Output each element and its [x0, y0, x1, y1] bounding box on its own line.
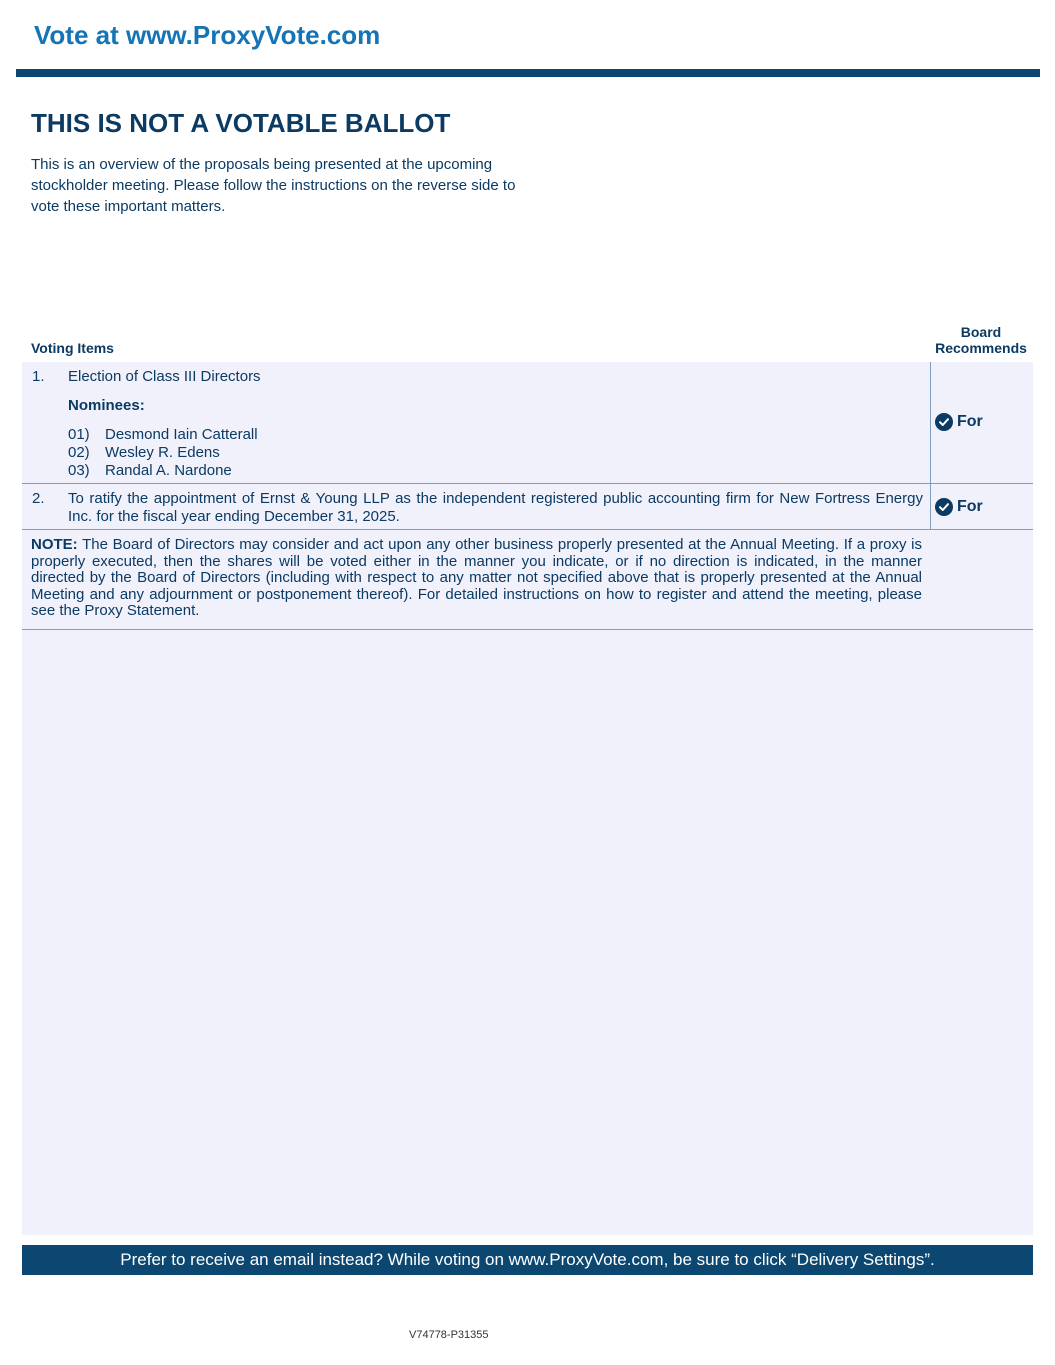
note-text: [31, 537, 922, 620]
nominee: [68, 462, 923, 480]
board-header-line2: Recommends: [935, 340, 1027, 356]
item-number: 2.: [32, 490, 45, 507]
board-recommendation: [935, 413, 983, 431]
column-divider: [930, 362, 931, 483]
nominee-number: 02): [68, 444, 90, 461]
vote-site-title: Vote at www.ProxyVote.com: [34, 20, 381, 50]
nominee: [68, 426, 923, 444]
nominee-name: Desmond Iain Catterall: [105, 426, 258, 443]
voting-item-row-1: [22, 362, 1033, 484]
board-recommends-header: [928, 324, 1034, 356]
header-rule: [16, 69, 1040, 77]
check-circle-icon: [935, 413, 953, 431]
board-header-line1: Board: [960, 324, 1002, 340]
note-row: [22, 530, 1033, 630]
item-number: 1.: [32, 368, 45, 385]
nominee-number: 03): [68, 462, 90, 479]
nominees-label: Nominees:: [68, 397, 145, 414]
recommendation-label: For: [957, 413, 983, 430]
ballot-heading: THIS IS NOT A VOTABLE BALLOT: [31, 108, 451, 138]
intro-text: This is an overview of the proposals being presented at the upcoming stockholder meeting. Please follow the instructions on the reverse side to vote these important matters.: [31, 156, 516, 215]
voting-items-header: Voting Items: [31, 340, 114, 356]
voting-item-row-2: [22, 484, 1033, 530]
email-delivery-text: Prefer to receive an email instead? While voting on www.ProxyVote.com, be sure to click “Delivery Settings”.: [120, 1250, 935, 1269]
nominee-number: 01): [68, 426, 90, 443]
nominee-list: [68, 426, 923, 480]
item-body: [68, 368, 923, 480]
document-code: V74778-P31355: [409, 1329, 489, 1341]
nominee: [68, 444, 923, 462]
column-divider: [930, 484, 931, 529]
email-delivery-banner: [22, 1245, 1033, 1275]
nominee-name: Randal A. Nardone: [105, 462, 232, 479]
note-label: NOTE:: [31, 536, 78, 553]
nominee-name: Wesley R. Edens: [105, 444, 220, 461]
item-text: To ratify the appointment of Ernst & Young LLP as the independent registered public accounting firm for New Fortress Energy Inc. for the fiscal year ending December 31, 2025.: [68, 490, 923, 525]
recommendation-label: For: [957, 498, 983, 515]
check-circle-icon: [935, 498, 953, 516]
note-body: The Board of Directors may consider and act upon any other business properly presented at the Annual Meeting. If a proxy is properly executed, then the shares will be voted either in the manner you indicate, or if no direction is indicated, in the manner directed by the Board of Directors (including with respect to any matter not specified above that is properly presented at the Annual Meeting and any adjournment or postponement thereof). For detailed instructions on how to register and attend the meeting, please see the Proxy Statement.: [31, 536, 922, 619]
item-title: Election of Class III Directors: [68, 368, 261, 385]
board-recommendation: [935, 498, 983, 516]
